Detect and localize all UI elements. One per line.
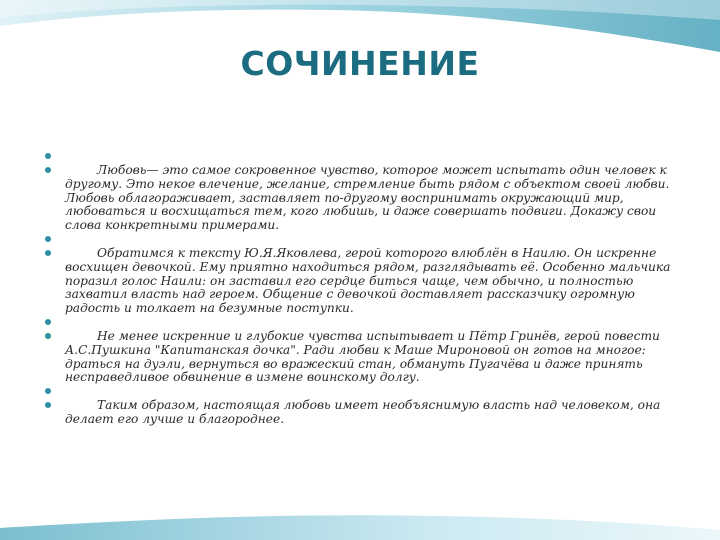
slide-content — [45, 150, 685, 427]
bullet-item — [45, 330, 685, 385]
paragraph-text: Обратимся к тексту Ю.Я.Яковлева, герой которого влюблён в Наилю. Он искренне восхищен девочкой. Ему приятно находиться рядом, разглядывать её. Особенно мальчика поразил голос Наили: он заставил его сердце биться чаще, чем обычно, и полностью захватил власть над героем. Общение с девочкой доставляет рассказчику огромную радость и толкает на безумные поступки. — [65, 245, 671, 316]
paragraph-text: Любовь— это самое сокровенное чувство, которое может испытать один человек к другому. Это некое влечение, желание, стремление быть рядом с объектом своей любви. Любовь облагораживает, заставляет по-другому воспринимать окружающий мир, любоваться и восхищаться тем, кого любишь, и даже совершать подвиги. Докажу свои слова конкретными примерами. — [65, 163, 670, 233]
bullet-item — [45, 164, 685, 233]
bullet-item-empty — [45, 316, 685, 330]
bullet-icon — [45, 333, 51, 339]
bullet-item-empty — [45, 233, 685, 247]
bullet-icon — [45, 388, 51, 394]
bullet-item — [45, 399, 685, 427]
bullet-icon — [45, 319, 51, 325]
bullet-item-empty — [45, 385, 685, 399]
bullet-icon — [45, 167, 51, 173]
bullet-item-empty — [45, 150, 685, 164]
bullet-item — [45, 247, 685, 316]
paragraph-text: Не менее искренние и глубокие чувства испытывает и Пётр Гринёв, герой повести А.С.Пушкина "Капитанская дочка". Ради любви к Маше Мироновой он готов на многое: драться на дуэли, вернуться во вражеский стан, обмануть Пугачёва и даже принять несправедливое обвинение в измене воинскому долгу. — [65, 328, 660, 385]
bottom-wave — [0, 515, 720, 540]
bullet-icon — [45, 236, 51, 242]
bullet-icon — [45, 250, 51, 256]
bullet-icon — [45, 402, 51, 408]
bullet-icon — [45, 153, 51, 159]
paragraph-text: Таким образом, настоящая любовь имеет необъяснимую власть над человеком, она делает его лучше и благороднее. — [65, 398, 661, 426]
page-title: СОЧИНЕНИЕ — [240, 44, 480, 83]
